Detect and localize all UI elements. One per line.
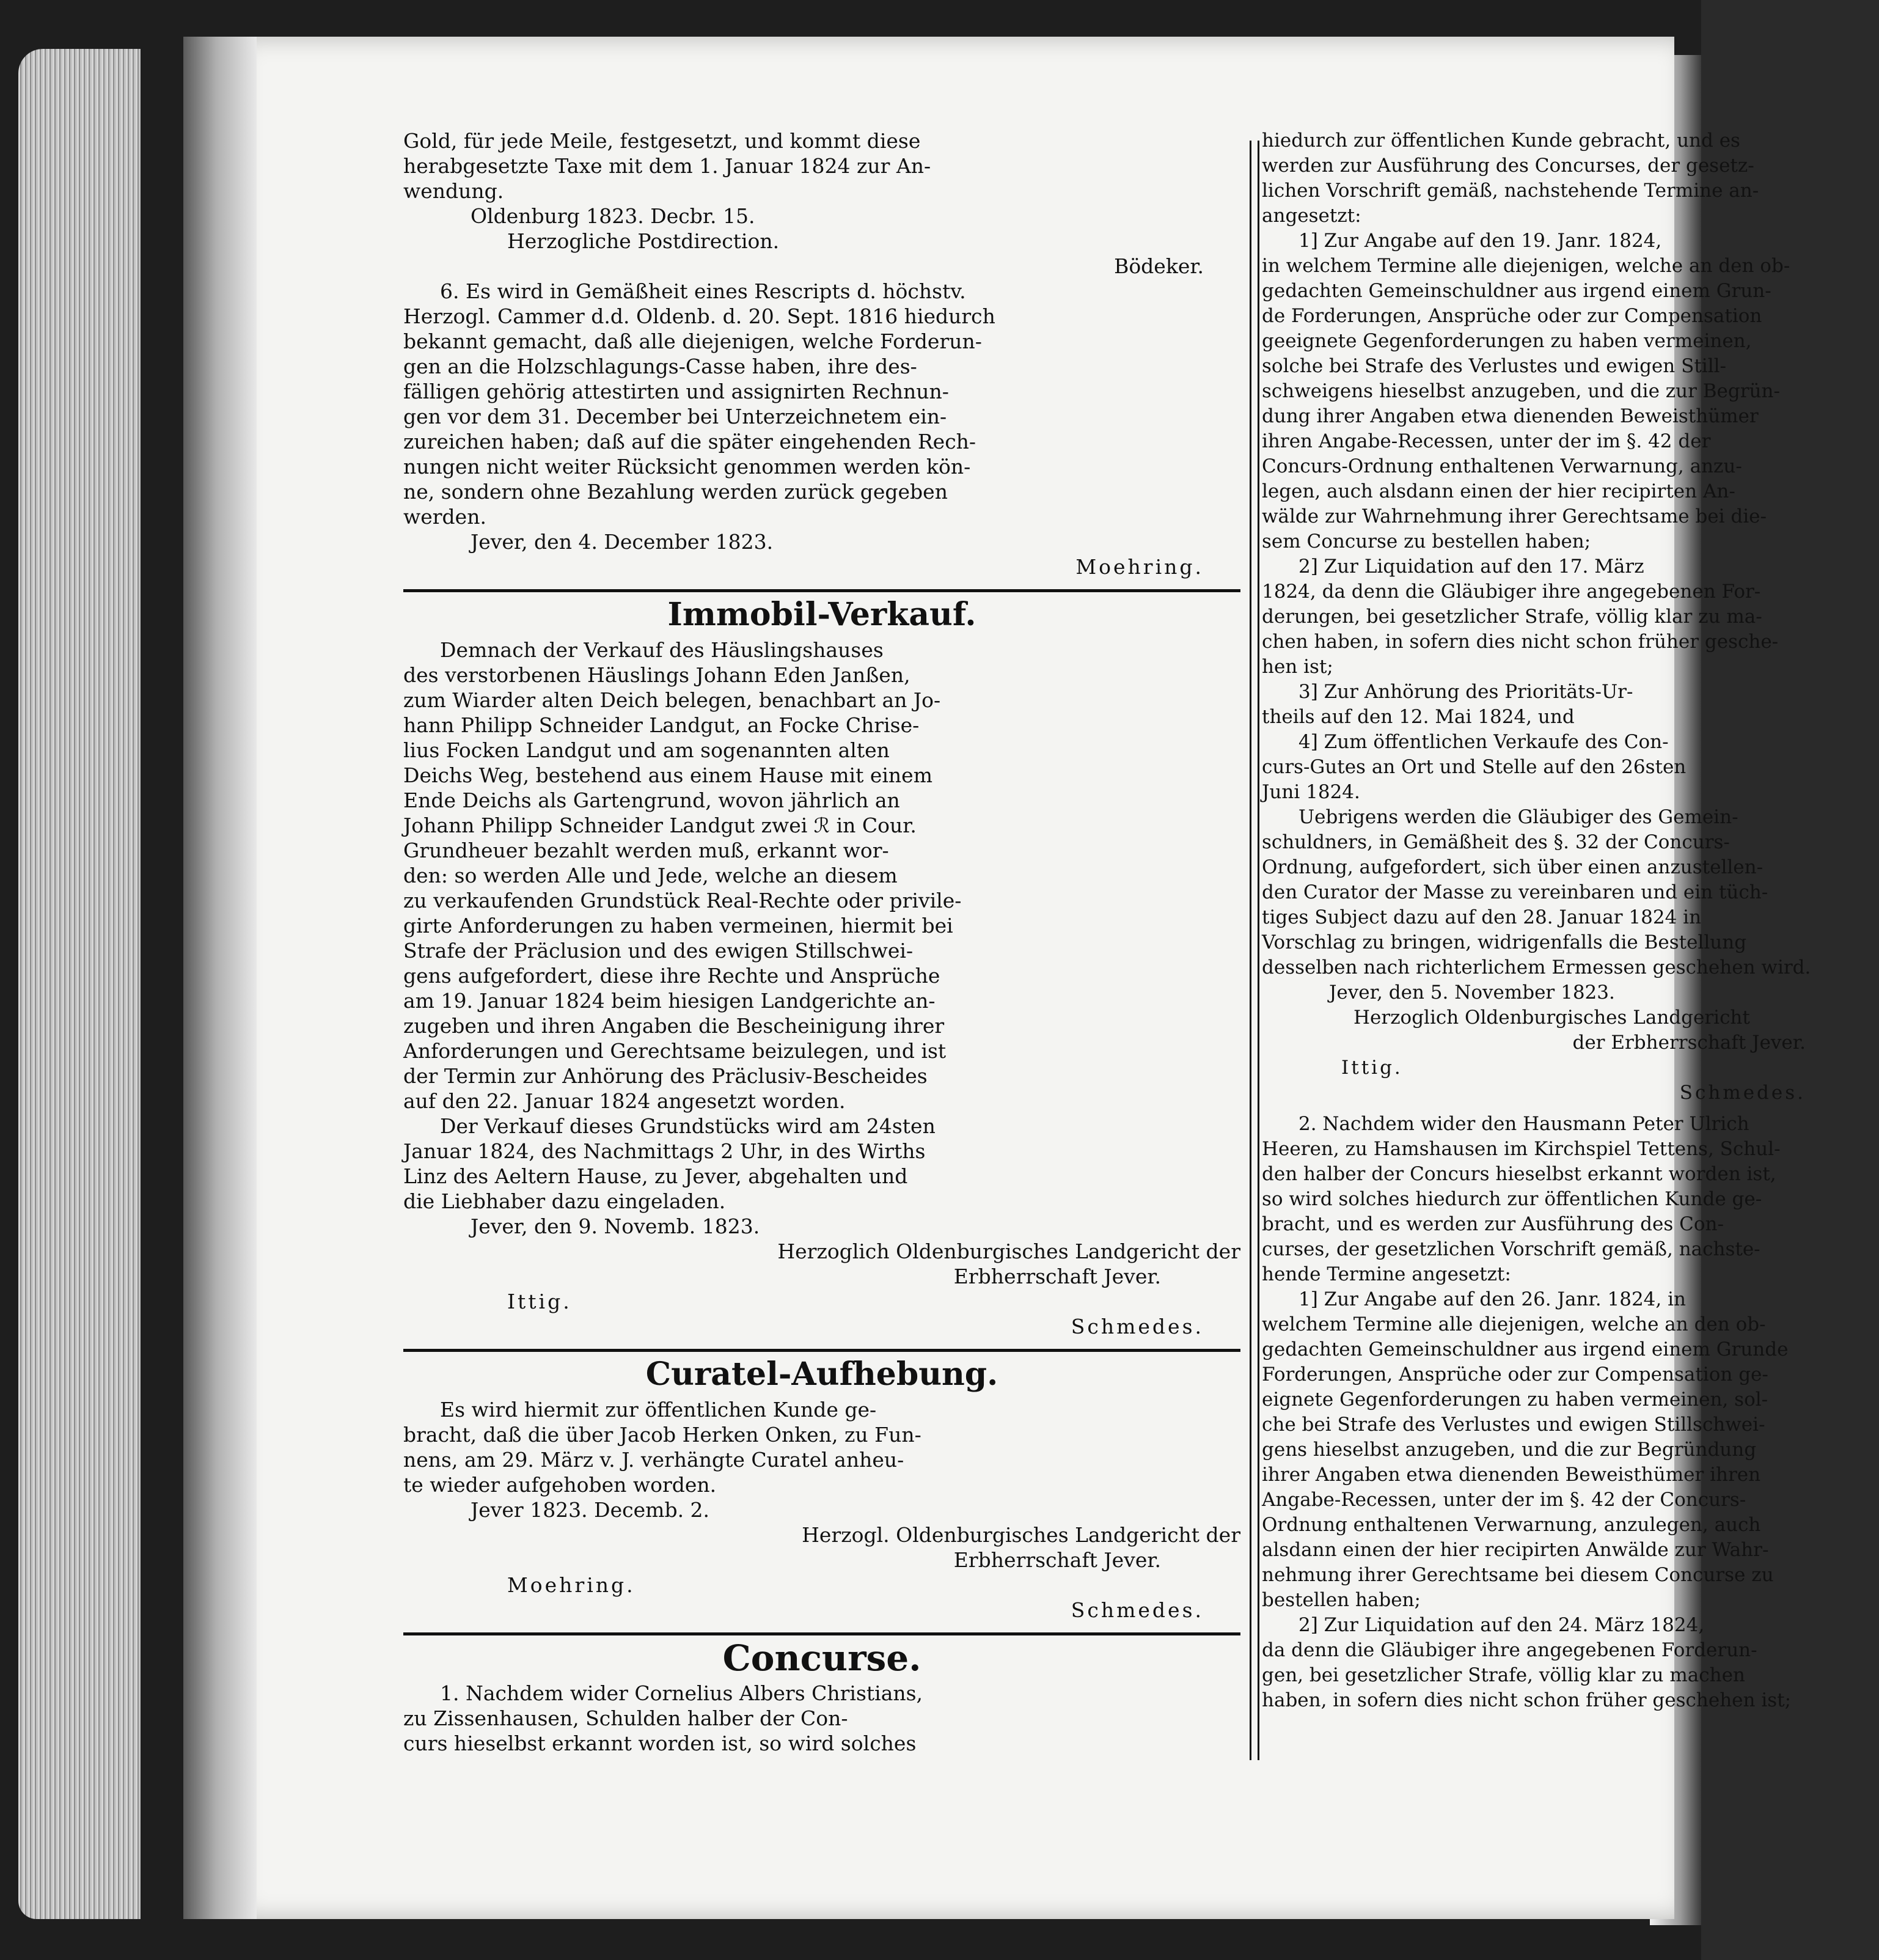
text-line: Deichs Weg, bestehend aus einem Hause mit einem (403, 763, 933, 787)
text-line: tiges Subject dazu auf den 28. Januar 1824 in (1262, 906, 1702, 928)
text-line: bracht, und es werden zur Ausführung des Con- (1262, 1213, 1724, 1235)
signer: Schmedes. (1071, 1315, 1204, 1338)
text-line: Juni 1824. (1262, 781, 1360, 803)
text-line: chen haben, in sofern dies nicht schon früher gesche- (1262, 631, 1779, 653)
newspaper-page (226, 37, 1811, 1919)
text-line: 1] Zur Angabe auf den 19. Janr. 1824, (1298, 230, 1662, 252)
text-line: in welchem Termine alle diejenigen, welche an den ob- (1262, 255, 1790, 277)
text-line: Ordnung, aufgefordert, sich über einen anzustellen- (1262, 856, 1764, 878)
text-line: gedachten Gemeinschuldner aus irgend einem Grunde (1262, 1338, 1789, 1360)
text-line: theils auf den 12. Mai 1824, und (1262, 706, 1575, 728)
text-line: des verstorbenen Häuslings Johann Eden Janßen, (403, 663, 910, 687)
text-line: te wieder aufgehoben worden. (403, 1473, 717, 1497)
text-line: Gold, für jede Meile, festgesetzt, und kommt diese (403, 129, 921, 153)
signer: Bödeker. (1114, 254, 1204, 278)
text-line: da denn die Gläubiger ihre angegebenen Forderun- (1262, 1639, 1757, 1661)
text-line: Heeren, zu Hamshausen im Kirchspiel Tettens, Schul- (1262, 1138, 1781, 1160)
book-page-edges (18, 49, 141, 1919)
place-date: Jever, den 4. December 1823. (471, 530, 774, 554)
text-line: Vorschlag zu bringen, widrigenfalls die Bestellung (1262, 931, 1747, 953)
section-rule (403, 1632, 1240, 1635)
text-line: Uebrigens werden die Gläubiger des Gemein- (1298, 806, 1738, 828)
text-line: dung ihrer Angaben etwa dienenden Beweisthümer (1262, 405, 1759, 427)
text-line: 1. Nachdem wider Cornelius Albers Christians, (440, 1681, 923, 1705)
signer: Moehring. (1075, 555, 1204, 579)
text-line: derungen, bei gesetzlicher Strafe, völlig klar zu ma- (1262, 606, 1762, 628)
text-line: eignete Gegenforderungen zu haben vermeinen, sol- (1262, 1389, 1768, 1411)
signer: Ittig. (507, 1290, 572, 1313)
postal-notice (403, 128, 1240, 279)
text-line: nehmung ihrer Gerechtsame bei diesem Concurse zu (1262, 1564, 1774, 1586)
text-line: de Forderungen, Ansprüche oder zur Compensation (1262, 305, 1762, 327)
text-line: zum Wiarder alten Deich belegen, benachbart an Jo- (403, 688, 941, 712)
text-line: am 19. Januar 1824 beim hiesigen Landgerichte an- (403, 989, 936, 1013)
text-line: 2] Zur Liquidation auf den 24. März 1824, (1298, 1614, 1705, 1636)
text-line: geeignete Gegenforderungen zu haben vermeinen, (1262, 330, 1752, 352)
text-line: 3] Zur Anhörung des Prioritäts-Ur- (1298, 681, 1633, 703)
text-line: 4] Zum öffentlichen Verkaufe des Con- (1298, 731, 1669, 753)
text-line: Januar 1824, des Nachmittags 2 Uhr, in des Wirths (403, 1139, 926, 1163)
text-line: girte Anforderungen zu haben vermeinen, hiermit bei (403, 914, 953, 938)
text-line: zureichen haben; daß auf die später eingehenden Rech- (403, 430, 976, 453)
text-line: solche bei Strafe des Verlustes und ewigen Still- (1262, 355, 1726, 377)
text-line: gen an die Holzschlagungs-Casse haben, ihre des- (403, 354, 917, 378)
text-line: haben, in sofern dies nicht schon früher geschehen ist; (1262, 1689, 1792, 1711)
concurse-notice (403, 1681, 1240, 1756)
text-line: curses, der gesetzlichen Vorschrift gemäß, nachste- (1262, 1238, 1760, 1260)
place-date: Jever 1823. Decemb. 2. (471, 1498, 710, 1522)
text-line: ihrer Angaben etwa dienenden Beweisthümer ihren (1262, 1464, 1761, 1486)
text-line: herabgesetzte Taxe mit dem 1. Januar 1824 zur An- (403, 154, 931, 178)
left-column (403, 128, 1240, 1756)
text-line: die Liebhaber dazu eingeladen. (403, 1189, 726, 1213)
text-line: Concurs-Ordnung enthaltenen Verwarnung, anzu- (1262, 455, 1742, 477)
text-line: 1824, da denn die Gläubiger ihre angegebenen For- (1262, 581, 1761, 603)
text-line: Johann Philipp Schneider Landgut zwei ℛ in Cour. (403, 813, 917, 837)
text-line: angesetzt: (1262, 205, 1361, 227)
text-line: werden zur Ausführung des Concurses, der gesetz- (1262, 155, 1754, 177)
text-line: Angabe-Recessen, unter der im §. 42 der Concurs- (1262, 1489, 1746, 1511)
text-line: ne, sondern ohne Bezahlung werden zurück gegeben (403, 480, 948, 504)
text-line: 1] Zur Angabe auf den 26. Janr. 1824, in (1298, 1288, 1686, 1310)
text-line: bestellen haben; (1262, 1589, 1421, 1611)
text-line: Strafe der Präclusion und des ewigen Stillschwei- (403, 939, 914, 963)
text-line: zu verkaufenden Grundstück Real-Rechte oder privile- (403, 889, 962, 912)
text-line: Herzogl. Cammer d.d. Oldenb. d. 20. Sept. 1816 hiedurch (403, 304, 995, 328)
text-line: Grundheuer bezahlt werden muß, erkannt wor- (403, 839, 889, 862)
text-line: hen ist; (1262, 656, 1333, 678)
concurse-2 (1262, 1112, 1879, 1713)
text-line: 2] Zur Liquidation auf den 17. März (1298, 556, 1644, 578)
text-line: Ende Deichs als Gartengrund, wovon jährlich an (403, 788, 900, 812)
text-line: gens hieselbst anzugeben, und die zur Begründung (1262, 1439, 1757, 1461)
text-line: nungen nicht weiter Rücksicht genommen werden kön- (403, 455, 971, 479)
text-line: Linz des Aeltern Hause, zu Jever, abgehalten und (403, 1164, 908, 1188)
text-line: Der Verkauf dieses Grundstücks wird am 24sten (440, 1114, 936, 1138)
text-line: che bei Strafe des Verlustes und ewigen Stillschwei- (1262, 1414, 1765, 1436)
right-column (1262, 128, 1879, 1713)
authority: Herzogl. Oldenburgisches Landgericht der (802, 1523, 1240, 1547)
authority: Erbherrschaft Jever. (953, 1264, 1161, 1288)
text-line: welchem Termine alle diejenigen, welche an den ob- (1262, 1313, 1766, 1335)
spine-shadow (183, 37, 257, 1919)
signer: Schmedes. (1679, 1082, 1806, 1104)
text-line: hiedurch zur öffentlichen Kunde gebracht, und es (1262, 130, 1740, 152)
place-date: Oldenburg 1823. Decbr. 15. (471, 204, 755, 228)
text-line: Es wird hiermit zur öffentlichen Kunde ge- (440, 1398, 877, 1422)
text-line: werden. (403, 505, 486, 529)
section-heading: Immobil-Verkauf. (667, 596, 976, 633)
text-line: ihren Angabe-Recessen, unter der im §. 42 der (1262, 430, 1711, 452)
authority: der Erbherrschaft Jever. (1572, 1032, 1806, 1054)
immobil-notice (403, 637, 1240, 1339)
text-line: fälligen gehörig attestirten und assignirten Rechnun- (403, 380, 949, 403)
authority: Herzogliche Postdirection. (507, 229, 780, 253)
authority: Herzoglich Oldenburgisches Landgericht der (777, 1239, 1240, 1263)
text-line: curs hieselbst erkannt worden ist, so wird solches (403, 1731, 917, 1755)
text-line: 6. Es wird in Gemäßheit eines Rescripts d. höchstv. (440, 279, 966, 303)
text-line: gen vor dem 31. December bei Unterzeichnetem ein- (403, 405, 947, 428)
text-line: Ordnung enthaltenen Verwarnung, anzulegen, auch (1262, 1514, 1761, 1536)
place-date: Jever, den 9. Novemb. 1823. (471, 1214, 760, 1238)
text-line: hann Philipp Schneider Landgut, an Focke Chrise- (403, 713, 920, 737)
text-line: zugeben und ihren Angaben die Bescheinigung ihrer (403, 1014, 945, 1038)
text-line: gedachten Gemeinschuldner aus irgend einem Grun- (1262, 280, 1771, 302)
curatel-notice (403, 1397, 1240, 1623)
text-line: lichen Vorschrift gemäß, nachstehende Termine an- (1262, 180, 1759, 202)
text-line: schweigens hieselbst anzugeben, und die zur Begrün- (1262, 380, 1780, 402)
text-line: gen, bei gesetzlicher Strafe, völlig klar zu machen (1262, 1664, 1745, 1686)
text-line: den halber der Concurs hieselbst erkannt worden ist, (1262, 1163, 1776, 1185)
text-line: der Termin zur Anhörung des Präclusiv-Bescheides (403, 1064, 928, 1088)
text-line: schuldners, in Gemäßheit des §. 32 der Concurs- (1262, 831, 1730, 853)
text-line: 2. Nachdem wider den Hausmann Peter Ulrich (1298, 1113, 1749, 1135)
text-line: sem Concurse zu bestellen haben; (1262, 530, 1591, 552)
text-line: bracht, daß die über Jacob Herken Onken, zu Fun- (403, 1423, 921, 1447)
notice-6 (403, 279, 1240, 579)
section-heading: Concurse. (722, 1637, 921, 1679)
authority: Herzoglich Oldenburgisches Landgericht (1353, 1007, 1750, 1029)
text-line: den: so werden Alle und Jede, welche an diesem (403, 864, 898, 887)
text-line: bekannt gemacht, daß alle diejenigen, welche Forderun- (403, 329, 982, 353)
text-line: alsdann einen der hier recipirten Anwälde zur Wahr- (1262, 1539, 1769, 1561)
text-line: gens aufgefordert, diese ihre Rechte und Ansprüche (403, 964, 940, 988)
text-line: legen, auch alsdann einen der hier recipirten An- (1262, 480, 1735, 502)
text-line: auf den 22. Januar 1824 angesetzt worden. (403, 1089, 846, 1113)
text-line: den Curator der Masse zu vereinbaren und ein tüch- (1262, 881, 1768, 903)
text-line: Demnach der Verkauf des Häuslingshauses (440, 638, 884, 662)
section-heading: Curatel-Aufhebung. (645, 1356, 998, 1393)
signer: Schmedes. (1071, 1598, 1204, 1622)
text-line: nens, am 29. März v. J. verhängte Curatel anheu- (403, 1448, 904, 1472)
column-divider (1250, 141, 1259, 1760)
text-line: lius Focken Landgut und am sogenannten alten (403, 738, 890, 762)
text-line: zu Zissenhausen, Schulden halber der Con- (403, 1706, 848, 1730)
text-line: desselben nach richterlichem Ermessen geschehen wird. (1262, 956, 1811, 978)
text-line: Forderungen, Ansprüche oder zur Compensation ge- (1262, 1364, 1768, 1386)
concurse-1-continued (1262, 128, 1879, 980)
section-rule (403, 1349, 1240, 1352)
place-date: Jever, den 5. November 1823. (1329, 982, 1615, 1004)
text-line: hende Termine angesetzt: (1262, 1263, 1511, 1285)
text-line: wendung. (403, 179, 504, 203)
text-line: so wird solches hiedurch zur öffentlichen Kunde ge- (1262, 1188, 1762, 1210)
authority: Erbherrschaft Jever. (953, 1548, 1161, 1572)
text-line: curs-Gutes an Ort und Stelle auf den 26sten (1262, 756, 1687, 778)
signer: Ittig. (1341, 1057, 1403, 1079)
text-line: Anforderungen und Gerechtsame beizulegen, und ist (403, 1039, 947, 1063)
signer: Moehring. (507, 1573, 635, 1597)
section-rule (403, 589, 1240, 592)
text-line: wälde zur Wahrnehmung ihrer Gerechtsame bei die- (1262, 505, 1767, 527)
